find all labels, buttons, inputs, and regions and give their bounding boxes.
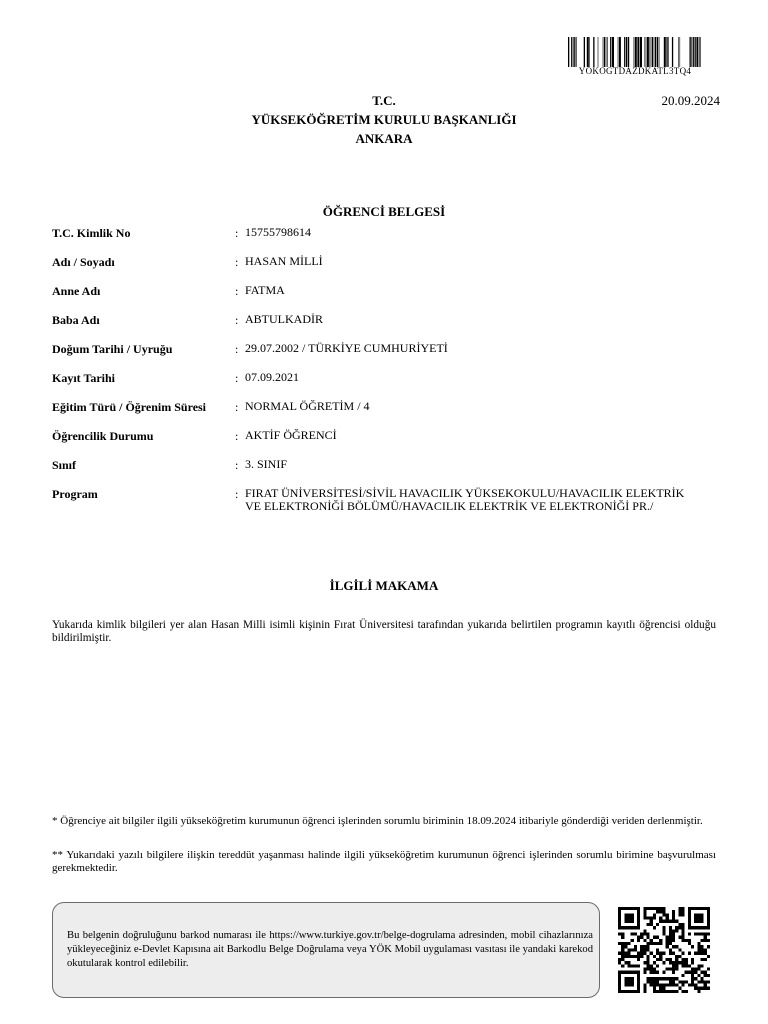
field-label: Doğum Tarihi / Uyruğu bbox=[52, 342, 173, 356]
field-value: AKTİF ÖĞRENCİ bbox=[245, 428, 337, 442]
field-value: 07.09.2021 bbox=[245, 370, 299, 384]
field-label: Kayıt Tarihi bbox=[52, 371, 116, 385]
footnote-data-source: * Öğrenciye ait bilgiler ilgili yükseköğretim kurumunun öğrenci işlerinden sorumlu biriminin 18.09.2024 itibariyle gönderdiği veriden derlenmiştir. bbox=[52, 815, 703, 827]
qr-code-image bbox=[618, 907, 710, 993]
statement-paragraph: Yukarıda kimlik bilgileri yer alan Hasan Milli isimli kişinin Fırat Üniversitesi tarafından yukarıda belirtilen programın kayıtlı öğrencisi olduğu bildirilmiştir. bbox=[52, 619, 716, 644]
field-label: Eğitim Türü / Öğrenim Süresi bbox=[52, 400, 207, 414]
field-value: ABTULKADİR bbox=[245, 312, 323, 326]
header-line-country: T.C. bbox=[372, 93, 396, 108]
header-line-institution: YÜKSEKÖĞRETİM KURULU BAŞKANLIĞI bbox=[251, 112, 517, 127]
field-label: Öğrencilik Durumu bbox=[52, 429, 154, 443]
field-label: Anne Adı bbox=[52, 284, 101, 298]
field-separator: : bbox=[235, 429, 239, 443]
document-title: ÖĞRENCİ BELGESİ bbox=[322, 204, 446, 219]
field-value: FIRAT ÜNİVERSİTESİ/SİVİL HAVACILIK YÜKSEKOKULU/HAVACILIK ELEKTRİK VE ELEKTRONİĞİ BÖLÜMÜ/HAVACILIK ELEKTRİK VE ELEKTRONİĞİ PR./ bbox=[245, 486, 685, 513]
footnote-inquiry: ** Yukarıdaki yazılı bilgilere ilişkin tereddüt yaşanması halinde ilgili yükseköğretim kurumunun öğrenci işlerinden sorumlu birimine başvurulması gerekmektedir. bbox=[52, 849, 716, 874]
field-value: 15755798614 bbox=[245, 225, 311, 239]
field-value: NORMAL ÖĞRETİM / 4 bbox=[245, 399, 370, 413]
field-separator: : bbox=[235, 284, 239, 298]
field-separator: : bbox=[235, 313, 239, 327]
field-separator: : bbox=[235, 458, 239, 472]
field-separator: : bbox=[235, 255, 239, 269]
field-value: HASAN MİLLİ bbox=[245, 254, 323, 268]
field-value: 3. SINIF bbox=[245, 457, 288, 471]
field-separator: : bbox=[235, 342, 239, 356]
field-label: Adı / Soyadı bbox=[52, 255, 115, 269]
field-separator: : bbox=[235, 371, 239, 385]
institution-header bbox=[184, 91, 584, 148]
field-separator: : bbox=[235, 226, 239, 240]
header-line-city: ANKARA bbox=[355, 131, 413, 146]
document-date: 20.09.2024 bbox=[661, 93, 720, 108]
section-title: İLGİLİ MAKAMA bbox=[329, 578, 439, 593]
verification-box bbox=[52, 902, 600, 998]
field-label: T.C. Kimlik No bbox=[52, 226, 131, 240]
field-label: Program bbox=[52, 487, 98, 501]
field-separator: : bbox=[235, 400, 239, 414]
field-value: FATMA bbox=[245, 283, 285, 297]
field-separator: : bbox=[235, 487, 239, 501]
verification-text: Bu belgenin doğruluğunu barkod numarası ile https://www.turkiye.gov.tr/belge-dogrulama adresinden, mobil cihazlarınıza yükleyeceğiniz e-Devlet Kapısına ait Barkodlu Belge Doğrulama veya YÖK Mobil uygulaması vasıtası ile yandaki karekod okutularak kontrol edilebilir. bbox=[67, 930, 593, 969]
barcode-number: YOKOGTDAZDKATL3TQ4 bbox=[578, 66, 692, 76]
field-label: Baba Adı bbox=[52, 313, 100, 327]
barcode-image bbox=[568, 37, 702, 67]
field-value: 29.07.2002 / TÜRKİYE CUMHURİYETİ bbox=[245, 341, 448, 355]
field-label: Sınıf bbox=[52, 458, 77, 472]
